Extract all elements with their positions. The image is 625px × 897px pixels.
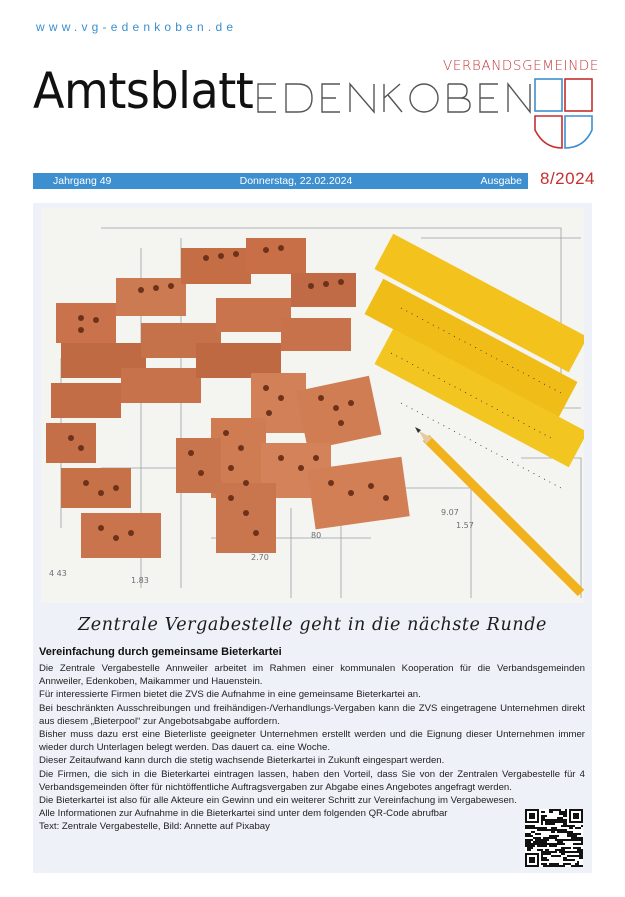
svg-text:80: 80 xyxy=(311,531,322,540)
paragraph: Alle Informationen zur Aufnahme in die Bieterkartei sind unter dem folgenden QR-Code abrufbar xyxy=(39,808,448,820)
article-body xyxy=(39,662,585,834)
org-label: VERBANDSGEMEINDE xyxy=(443,58,600,74)
svg-text:1.57: 1.57 xyxy=(456,521,474,530)
article-subheadline: Vereinfachung durch gemeinsame Bieterkartei xyxy=(39,646,282,658)
qr-code[interactable] xyxy=(525,809,583,867)
paragraph: Dieser Zeitaufwand kann durch die stetig wachsende Bieterkartei in Zukunft eingespart werden. xyxy=(39,755,445,767)
paragraph: Die Firmen, die sich in die Bieterkartei eintragen lassen, haben den Vorteil, dass Sie von der Zentralen Vergabestelle für 4 Verbandsgemeinden öfter für nichtöffentliche Auftragsvergaben zur Abgabe eines Angebotes angefragt werden. xyxy=(39,768,585,793)
bricks-illustration xyxy=(41,208,584,603)
article-panel xyxy=(33,203,592,873)
paragraph: Bei beschränkten Ausschreibungen und freihändigen-/Verhandlungs-Vergaben kann die ZVS eingetragene Unternehmen direkt aus diesem „Bieterpool“ zur Angebotsabgabe auffordern. xyxy=(39,702,585,727)
paragraph: Die Zentrale Vergabestelle Annweiler arbeitet im Rahmen einer kommunalen Kooperation für die Verbandsgemeinden Annweiler, Edenkoben, Maikammer und Hauenstein. xyxy=(39,663,585,688)
url-line[interactable]: www.vg-edenkoben.de xyxy=(36,20,238,34)
paragraph: Die Bieterkartei ist also für alle Akteure ein Gewinn und ein weiterer Schritt zur Vereinfachung im Vergabewesen. xyxy=(39,795,517,807)
article-headline: Zentrale Vergabestelle geht in die nächste Runde xyxy=(78,615,547,635)
svg-text:1.83: 1.83 xyxy=(131,576,149,585)
image-credit: Text: Zentrale Vergabestelle, Bild: Annette auf Pixabay xyxy=(39,821,270,833)
edition-label: Ausgabe xyxy=(480,175,522,187)
svg-text:4 43: 4 43 xyxy=(49,569,67,578)
crest-logo xyxy=(534,78,594,150)
info-bar xyxy=(33,173,528,189)
issue-number: 8/2024 xyxy=(540,169,595,188)
volume-label: Jahrgang 49 xyxy=(53,175,112,187)
date-label: Donnerstag, 22.02.2024 xyxy=(239,175,353,187)
paragraph: Für interessierte Firmen bietet die ZVS die Aufnahme in eine gemeinsame Bieterkartei an. xyxy=(39,689,421,701)
svg-text:9.07: 9.07 xyxy=(441,508,459,517)
paragraph: Bisher muss dazu erst eine Bieterliste geeigneter Unternehmen erstellt werden und die Eignung dieser Unternehmen immer wieder durch Unterlagen belegt werden. Das dauert ca. eine Woche. xyxy=(39,729,585,754)
article-photo xyxy=(41,208,584,603)
svg-text:2.70: 2.70 xyxy=(251,553,269,562)
page-title: Amtsblatt xyxy=(33,62,254,120)
edenkoben-logo xyxy=(254,78,534,118)
